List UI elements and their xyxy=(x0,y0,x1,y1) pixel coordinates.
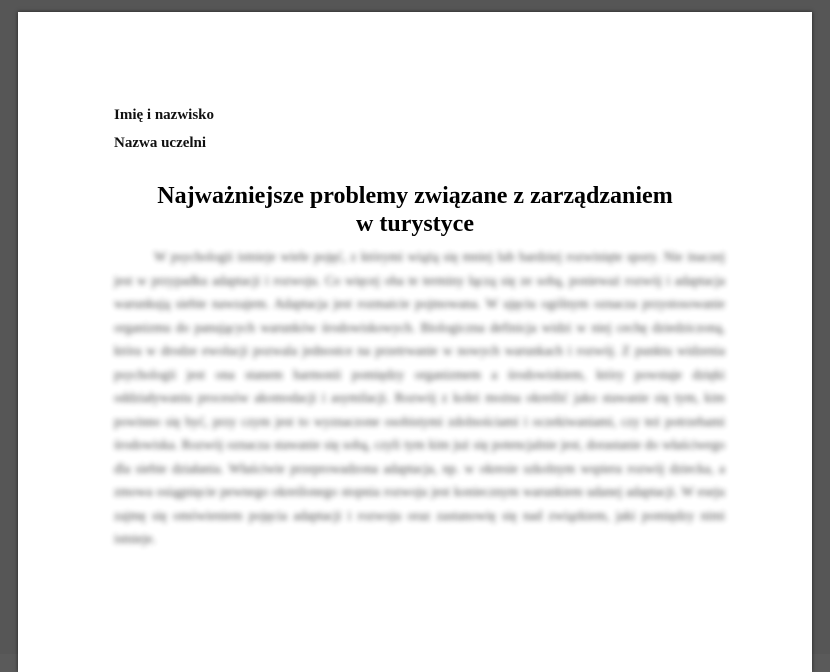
university-name-line: Nazwa uczelni xyxy=(114,135,207,151)
blurred-body-text xyxy=(114,245,725,551)
title-line-1: Najważniejsze problemy związane z zarządzaniem xyxy=(157,183,673,209)
document-title xyxy=(18,182,812,238)
document-page xyxy=(18,12,812,672)
body-paragraph: W psychologii istnieje wiele pojęć, z którymi wiążą się mniej lub bardziej rozwinięte spory. Nie inaczej jest w przypadku adaptacji i rozwoju. Co więcej oba te terminy łączą się ze sobą, ponieważ rozwój i adaptacja warunkują siebie nawzajem. Adaptacja jest rozmaicie pojmowana. W ujęciu ogólnym oznacza przystosowanie organizmu do panujących warunków środowiskowych. Biologiczna definicja widzi w niej cechę dziedziczoną, która w drodze ewolucji pozwala jednostce na przetrwanie w nowych warunkach i rozwój. Z punktu widzenia psychologii jest ona stanem harmonii pomiędzy organizmem a środowiskiem, który powstaje dzięki oddziaływaniu procesów akomodacji i asymilacji. Rozwój z kolei można określić jako stawanie się tym, kim powinno się być, przy czym jest to wyznaczone osobistymi zdolnościami i oczekiwaniami, czy też potrzebami środowiska. Rozwój oznacza stawanie się sobą, czyli tym kim już się potencjalnie jest, dorastanie do właściwego dla siebie działania. Właściwie przeprowadzona adaptacja, np. w okresie szkolnym wspiera rozwój dziecka, a zmowa osiągnięcie pewnego określonego stopnia rozwoju jest koniecznym warunkiem udanej adaptacji. W eseju zajmę się omówieniem pojęcia adaptacji i rozwoju oraz zastanowię się nad związkiem, jaki pomiędzy nimi istnieje. xyxy=(114,249,725,546)
author-name-line: Imię i nazwisko xyxy=(114,107,215,123)
title-line-2: w turystyce xyxy=(356,211,474,237)
